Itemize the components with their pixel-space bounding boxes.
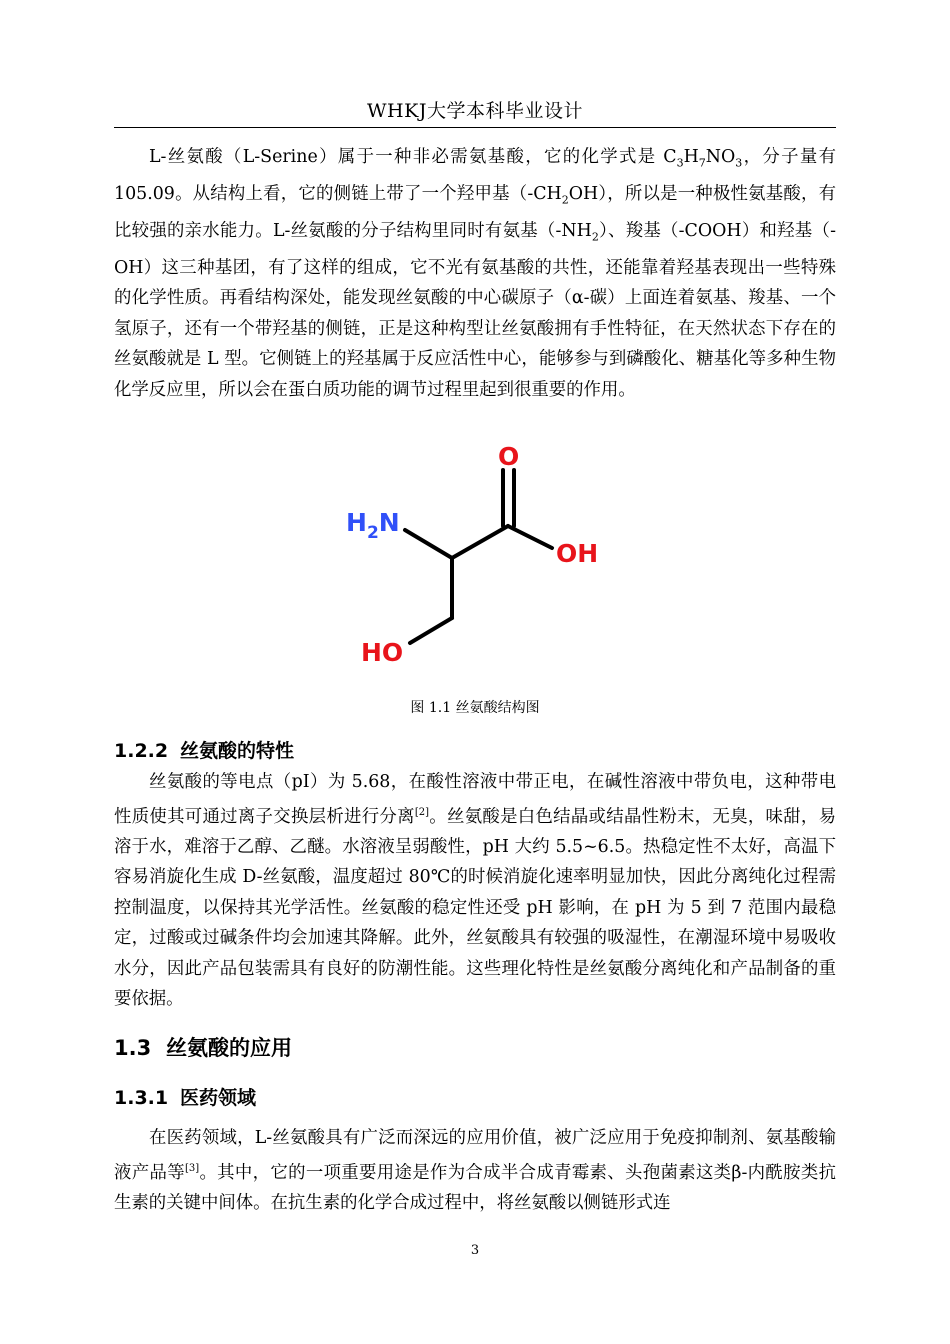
bond-n-calpha	[405, 530, 452, 558]
section-number: 1.3.1	[114, 1087, 169, 1109]
citation-ref: [3]	[184, 1162, 200, 1174]
serine-structure-figure	[330, 430, 620, 675]
medical-paragraph: 在医药领域，L-丝氨酸具有广泛而深远的应用价值，被广泛应用于免疫抑制剂、氨基酸输液产品等[3]。其中，它的一项重要用途是作为合成半合成青霉素、头孢菌素这类β-内酰胺类抗生素的关键中间体。在抗生素的化学合成过程中，将丝氨酸以侧链形式连	[114, 1128, 836, 1213]
figure-caption: 图 1.1 丝氨酸结构图	[410, 700, 540, 716]
section-number: 1.3	[114, 1036, 152, 1060]
atom-label-oh: OH	[556, 539, 599, 568]
header-rule	[114, 127, 836, 128]
properties-paragraph: 丝氨酸的等电点（pI）为 5.68，在酸性溶液中带正电，在碱性溶液中带负电，这种带电性质使其可通过离子交换层析进行分离[2]。丝氨酸是白色结晶或结晶性粉末，无臭，味甜，易溶于水，难溶于乙醇、乙醚。水溶液呈弱酸性，pH 大约 5.5~6.5。热稳定性不太好，高温下容易消旋化生成 D-丝氨酸，温度超过 80℃的时候消旋化速率明显加快，因此分离纯化过程需控制温度，以保持其光学活性。丝氨酸的稳定性还受 pH 影响，在 pH 为 5 到 7 范围内最稳定，过酸或过碱条件均会加速其降解。此外，丝氨酸具有较强的吸湿性，在潮湿环境中易吸收水分，因此产品包装需具有良好的防潮性能。这些理化特性是丝氨酸分离纯化和产品制备的重要依据。	[114, 772, 836, 1010]
section-heading-1-3	[114, 1032, 292, 1062]
section-heading-1-3-1	[114, 1083, 256, 1110]
page-number: 3	[470, 1243, 480, 1258]
section-number: 1.2.2	[114, 740, 169, 762]
bond-calpha-carboxyl	[452, 526, 508, 558]
atom-label-h2n: $H_2N$	[346, 508, 400, 543]
atom-label-o: O	[498, 442, 520, 471]
citation-ref: [2]	[414, 806, 429, 818]
section-title: 丝氨酸的特性	[180, 740, 295, 762]
bond-carboxyl-oh	[508, 526, 552, 548]
page-header: WHKJ大学本科毕业设计	[367, 100, 583, 122]
bond-lines	[405, 470, 552, 643]
section-title: 丝氨酸的应用	[166, 1036, 292, 1060]
bond-cbeta-o	[410, 618, 452, 643]
section-title: 医药领域	[180, 1087, 257, 1109]
atom-label-ho: HO	[361, 638, 404, 667]
intro-paragraph: L-丝氨酸（L-Serine）属于一种非必需氨基酸，它的化学式是 $C_3H_7NO_3$，分子量有105.09。从结构上看，它的侧链上带了一个羟甲基$(-CH_2OH)$，所以是一种极性氨基酸，有比较强的亲水能力。L-丝氨酸的分子结构里同时有氨基$(-NH_2)$、羧基（-COOH）和羟基（-OH）这三种基团，有了这样的组成，它不光有氨基酸的共性，还能靠着羟基表现出一些特殊的化学性质。再看结构深处，能发现丝氨酸的中心碳原子（α-碳）上面连着氨基、羧基、一个氢原子，还有一个带羟基的侧链，正是这种构型让丝氨酸拥有手性特征，在天然状态下存在的丝氨酸就是 L 型。它侧链上的羟基属于反应活性中心，能够参与到磷酸化、糖基化等多种生物化学反应里，所以会在蛋白质功能的调节过程里起到很重要的作用。	[114, 147, 836, 400]
section-heading-1-2-2	[114, 736, 294, 763]
